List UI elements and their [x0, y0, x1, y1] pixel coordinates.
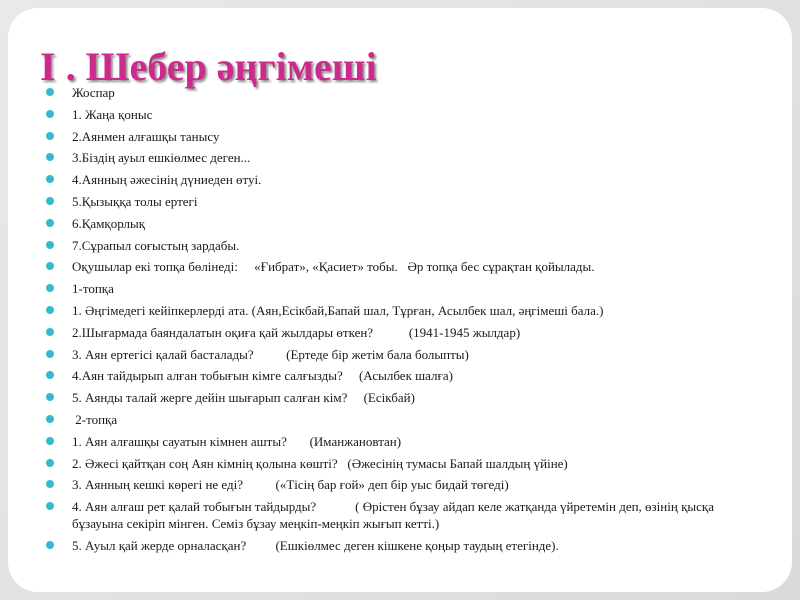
bullet-icon	[46, 284, 54, 292]
list-item-text: 1. Аян алғашқы сауатын кімнен ашты? (Иманжановтан)	[72, 433, 402, 449]
bullet-icon	[46, 459, 54, 467]
bullet-icon	[46, 153, 54, 161]
bullet-icon	[46, 393, 54, 401]
list-item-text: 4. Аян алғаш рет қалай тобығын тайдырды? ( Өрістен бұзау айдап келе жатқанда үйретемін деп, өзінің қысқа бұзауына секіріп мінген. Семіз бұзау меңкіп-меңкіп жығып кетті.)	[72, 499, 718, 532]
bullet-icon	[46, 541, 54, 549]
list-item-text: 3. Аянның кешкі көрегі не еді? («Тісің бар ғой» деп бір уыс бидай төгеді)	[72, 477, 509, 493]
slide-title: І . Шебер әңгімеші	[40, 44, 377, 89]
list-item	[46, 344, 766, 366]
bullet-icon	[46, 502, 54, 510]
list-item-text: 2.Шығармада баяндалатын оқиға қай жылдары өткен? (1941-1945 жылдар)	[72, 324, 521, 340]
list-item	[46, 535, 766, 557]
list-item-text: 1. Жаңа қоныс	[72, 106, 153, 122]
list-item	[46, 453, 766, 475]
bullet-icon	[46, 415, 54, 423]
list-item-text: 5.Қызыққа толы ертегі	[72, 193, 198, 209]
list-item-text: Оқушылар екі топқа бөлінеді: «Ғибрат», «Қасиет» тобы. Әр топқа бес сұрақтан қойылады.	[72, 259, 595, 275]
bullet-icon	[46, 437, 54, 445]
list-item-text: 6.Қамқорлық	[72, 215, 146, 231]
bullet-icon	[46, 241, 54, 249]
list-item-text: 2. Әжесі қайтқан соң Аян кімнің қолына көшті? (Әжесінің тумасы Бапай шалдың үйіне)	[72, 455, 568, 471]
bullet-icon	[46, 219, 54, 227]
list-item-text: 4.Аянның әжесінің дүниеден өтуі.	[72, 172, 262, 188]
list-item	[46, 496, 766, 535]
bullet-list	[46, 82, 766, 557]
list-item-text: 3. Аян ертегісі қалай басталады? (Ертеде бір жетім бала болыпты)	[72, 346, 469, 362]
list-item-text: 2.Аянмен алғашқы танысу	[72, 128, 220, 144]
bullet-icon	[46, 306, 54, 314]
list-item-text: Жоспар	[72, 85, 115, 100]
bullet-icon	[46, 262, 54, 270]
bullet-icon	[46, 197, 54, 205]
list-item-text: 5. Аянды талай жерге дейін шығарып салған кім? (Есікбай)	[72, 390, 415, 406]
list-item-text: 7.Сұрапыл соғыстың зардабы.	[72, 237, 240, 253]
list-item	[46, 104, 766, 126]
list-item-text: 2-топқа	[72, 411, 118, 427]
list-item	[46, 431, 766, 453]
list-item	[46, 169, 766, 191]
list-item	[46, 191, 766, 213]
list-item	[46, 387, 766, 409]
list-item	[46, 474, 766, 496]
list-item-text: 1. Әңгімедегі кейіпкерлерді ата. (Аян,Есікбай,Бапай шал, Тұрған, Асылбек шал, әңгімеші бала.)	[72, 302, 604, 318]
list-item	[46, 235, 766, 257]
bullet-icon	[46, 328, 54, 336]
list-item	[46, 213, 766, 235]
list-item	[46, 126, 766, 148]
list-item	[46, 365, 766, 387]
list-item-text: 3.Біздің ауыл ешкіөлмес деген...	[72, 150, 251, 166]
list-item	[46, 147, 766, 169]
bullet-icon	[46, 132, 54, 140]
list-item	[46, 300, 766, 322]
list-item	[46, 409, 766, 431]
bullet-icon	[46, 480, 54, 488]
bullet-icon	[46, 175, 54, 183]
list-item	[46, 256, 766, 278]
bullet-icon	[46, 110, 54, 118]
list-item	[46, 278, 766, 300]
bullet-icon	[46, 371, 54, 379]
list-item	[46, 322, 766, 344]
list-item-text: 5. Ауыл қай жерде орналасқан? (Ешкіөлмес деген кішкене қоңыр таудың етегінде).	[72, 538, 559, 554]
bullet-icon	[46, 350, 54, 358]
list-item-text: 1-топқа	[72, 281, 114, 297]
list-item-text: 4.Аян тайдырып алған тобығын кімге салғызды? (Асылбек шалға)	[72, 368, 453, 384]
